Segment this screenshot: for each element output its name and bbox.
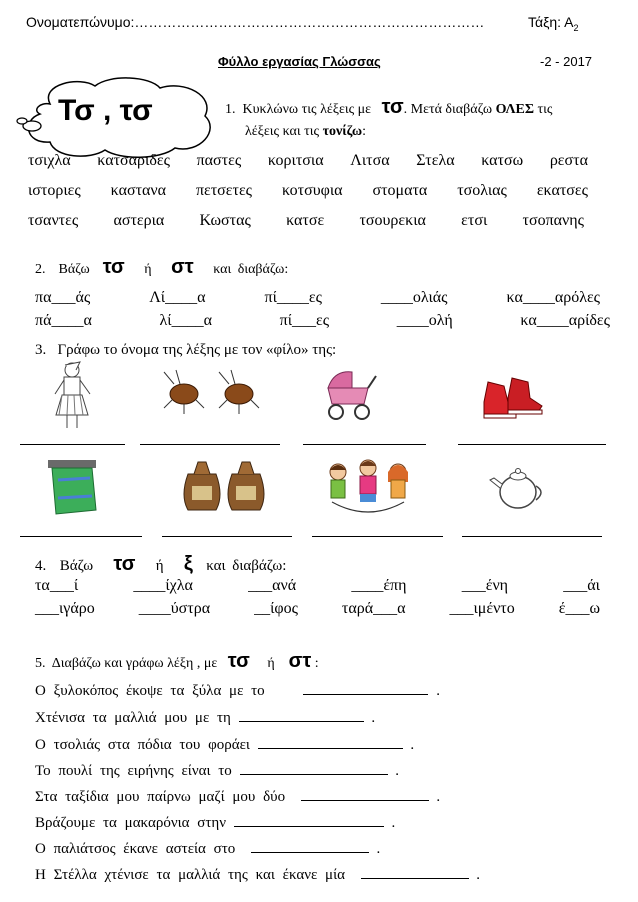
word[interactable]: τσουρεκια <box>359 212 426 229</box>
answer-blank[interactable] <box>258 747 403 749</box>
word[interactable]: πετσετες <box>195 182 252 199</box>
word[interactable]: τσοπανης <box>522 212 584 229</box>
answer-blank[interactable] <box>301 799 429 801</box>
fill-word[interactable]: έ___ω <box>558 600 600 617</box>
word[interactable]: τσιχλα <box>28 152 71 169</box>
fill-word[interactable]: τα___ί <box>35 577 79 594</box>
fill-word[interactable]: ____ίχλα <box>133 577 193 594</box>
answer-line[interactable] <box>140 444 280 445</box>
fill-word[interactable]: πα___άς <box>35 289 91 306</box>
word[interactable]: κατσε <box>286 212 325 229</box>
evzone-figure-icon <box>50 360 95 430</box>
word[interactable]: στοματα <box>372 182 428 199</box>
answer-line[interactable] <box>462 536 602 537</box>
word-row-3 <box>28 212 584 230</box>
page-title: Φύλλο εργασίας Γλώσσας <box>218 54 381 69</box>
word[interactable]: αστερια <box>113 212 165 229</box>
ex1-instruction: 1. Κυκλώνω τις λέξεις με τσ. Μετά διαβάζω ΟΛΕΣ τις <box>225 96 553 118</box>
fill-word[interactable]: ____έπη <box>351 577 407 594</box>
date: -2 - 2017 <box>540 54 593 69</box>
sentence-2: Χτένισα τα μαλλιά μου με τη . <box>35 710 376 726</box>
name-field-label: Ονοματεπώνυμο:………………………………………………………………… <box>26 14 485 30</box>
ex5-instruction: 5. Διαβάζω και γράφω λέξη , με τσ ή στ : <box>35 650 319 672</box>
towel-icon <box>44 456 102 518</box>
sentence-8: Η Στέλλα χτένισε τα μαλλιά της και έκανε μία . <box>35 867 480 883</box>
sentence-4: Το πουλί της ειρήνης είναι το . <box>35 763 400 779</box>
fill-word[interactable]: Λί____α <box>149 289 206 306</box>
pram-icon <box>320 366 380 422</box>
fill-word[interactable]: ___ιγάρο <box>35 600 95 617</box>
fill-word[interactable]: κα____αρόλες <box>506 289 600 306</box>
sentence-3: Ο τσολιάς στα πόδια του φοράει . <box>35 737 415 753</box>
cockroaches-icon <box>160 368 265 418</box>
fill-word[interactable]: λί____α <box>159 312 212 329</box>
answer-line[interactable] <box>20 444 125 445</box>
fill-word[interactable]: ___άι <box>563 577 600 594</box>
sacks-icon <box>178 456 270 514</box>
ex4-row-2 <box>35 600 600 618</box>
word[interactable]: κατσαριδες <box>97 152 170 169</box>
fill-word[interactable]: ___ανά <box>248 577 297 594</box>
sentence-1: Ο ξυλοκόπος έκοψε τα ξύλα με το . <box>35 683 440 699</box>
answer-line[interactable] <box>458 444 606 445</box>
fill-word[interactable]: πί____ες <box>264 289 322 306</box>
word[interactable]: παστες <box>196 152 242 169</box>
word[interactable]: κοριτσια <box>267 152 324 169</box>
word[interactable]: Κωστας <box>199 212 251 229</box>
answer-blank[interactable] <box>303 693 428 695</box>
answer-blank[interactable] <box>251 851 369 853</box>
word[interactable]: ιστοριες <box>28 182 81 199</box>
answer-line[interactable] <box>162 536 292 537</box>
class-label: Τάξη: $A_2$ <box>528 14 579 33</box>
word[interactable]: ετσι <box>461 212 488 229</box>
word[interactable]: τσαντες <box>28 212 79 229</box>
answer-blank[interactable] <box>361 877 469 879</box>
answer-line[interactable] <box>303 444 426 445</box>
word[interactable]: τσολιας <box>457 182 507 199</box>
ex3-instruction: 3. Γράφω το όνομα της λέξης με τον «φίλο» της: <box>35 342 337 358</box>
answer-blank[interactable] <box>239 720 364 722</box>
word[interactable]: κοτσυφια <box>281 182 343 199</box>
word[interactable]: Στελα <box>416 152 455 169</box>
answer-line[interactable] <box>312 536 443 537</box>
ex4-row-1 <box>35 577 600 595</box>
answer-blank[interactable] <box>234 825 384 827</box>
fill-word[interactable]: ____ύστρα <box>138 600 211 617</box>
ex4-instruction: 4. Βάζω τσ ή ξ και διαβάζω: <box>35 553 287 575</box>
fill-word[interactable]: __ίφος <box>254 600 298 617</box>
word[interactable]: καστανα <box>110 182 166 199</box>
ex2-row-2 <box>35 312 610 330</box>
word-row-1 <box>28 152 588 170</box>
word[interactable]: ρεστα <box>549 152 588 169</box>
fill-word[interactable]: ___ιμέντο <box>449 600 515 617</box>
ex2-row-1 <box>35 289 600 307</box>
sentence-5: Στα ταξίδια μου παίρνω μαζί μου δύο . <box>35 789 441 805</box>
ex1-instruction-line2: λέξεις και τις τονίζω: <box>245 124 367 139</box>
fill-word[interactable]: κα____αρίδες <box>520 312 610 329</box>
word[interactable]: κατσω <box>481 152 524 169</box>
answer-blank[interactable] <box>240 773 388 775</box>
answer-line[interactable] <box>20 536 142 537</box>
fill-word[interactable]: ____ολή <box>396 312 453 329</box>
word[interactable]: εκατσες <box>536 182 588 199</box>
fill-word[interactable]: ___ένη <box>461 577 509 594</box>
ex2-instruction: 2. Βάζω τσ ή στ και διαβάζω: <box>35 256 289 278</box>
word-row-2 <box>28 182 588 200</box>
word[interactable]: Λιτσα <box>350 152 390 169</box>
fill-word[interactable]: ____ολιάς <box>380 289 448 306</box>
fill-word[interactable]: πά____α <box>35 312 92 329</box>
sentence-7: Ο παλιάτσος έκανε αστεία στο . <box>35 841 381 857</box>
sentence-6: Βράζουμε τα μακαρόνια στην . <box>35 815 396 831</box>
sneakers-icon <box>478 372 548 424</box>
fill-word[interactable]: ταρά___α <box>341 600 406 617</box>
fill-word[interactable]: πί___ες <box>279 312 330 329</box>
children-playing-icon <box>322 458 414 518</box>
teapot-icon <box>488 458 548 516</box>
bubble-text: Τσ , τσ <box>58 94 153 127</box>
